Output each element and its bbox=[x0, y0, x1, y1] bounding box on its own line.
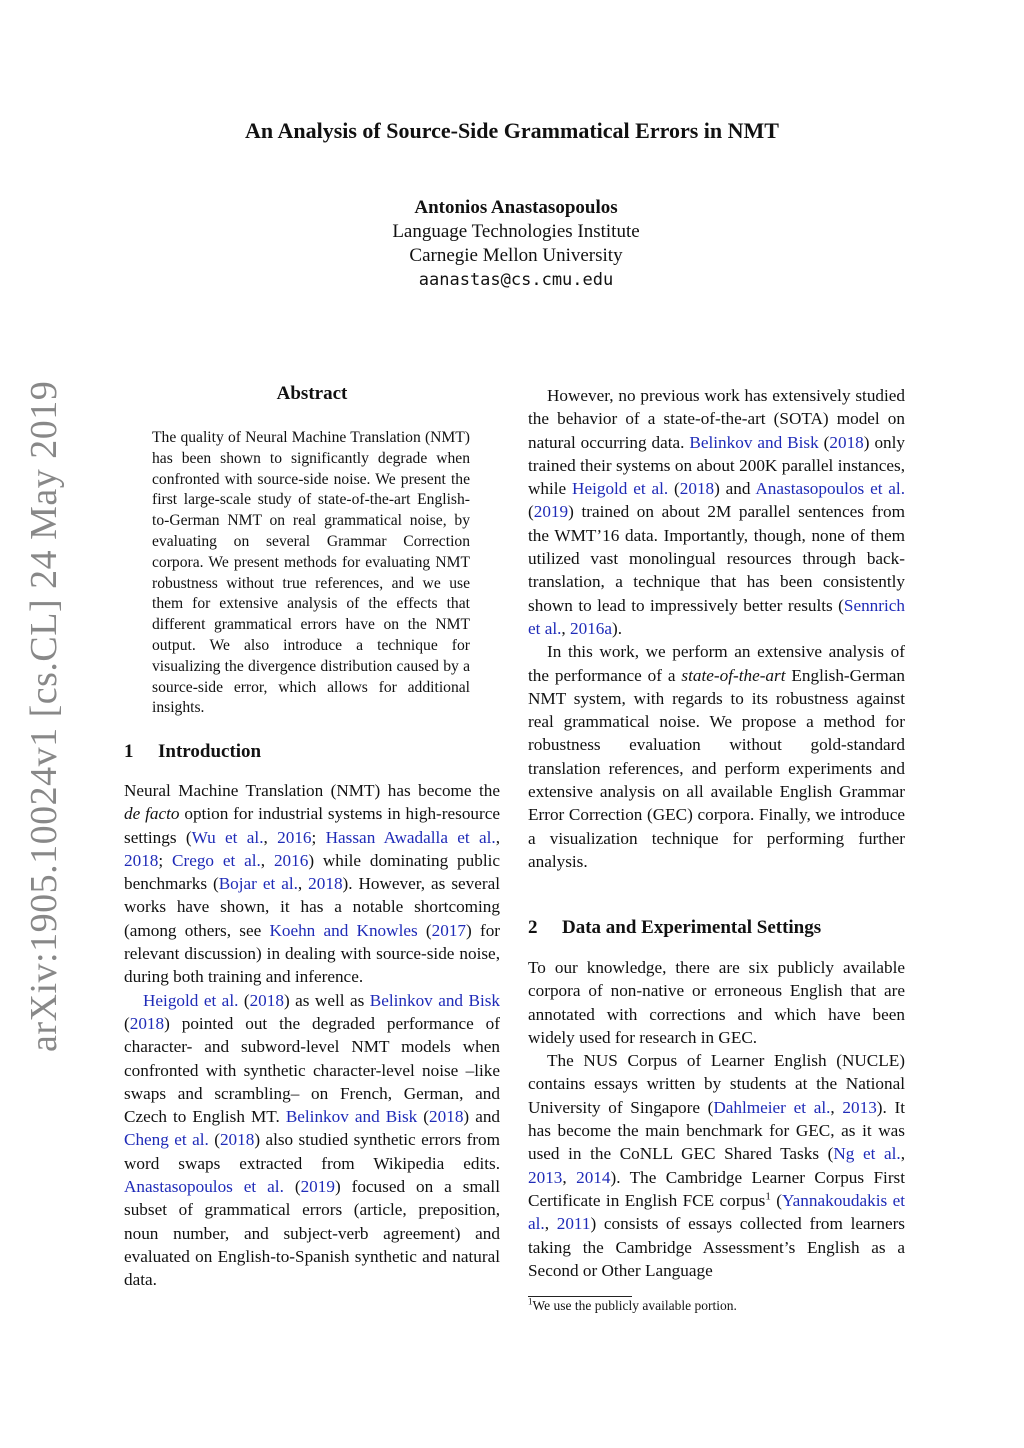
text-run: ) and bbox=[714, 479, 756, 499]
text-run: ( bbox=[528, 502, 534, 522]
author-affiliation-institute: Language Technologies Institute bbox=[392, 221, 640, 242]
footnote-divider bbox=[528, 1296, 632, 1297]
section-title: Introduction bbox=[158, 741, 262, 762]
citation-link[interactable]: Dahlmeier et al. bbox=[713, 1097, 831, 1117]
text-run: , bbox=[561, 618, 570, 638]
citation-link[interactable]: Heigold et al. bbox=[143, 990, 239, 1010]
author-email[interactable]: aanastas@cs.cmu.edu bbox=[418, 270, 614, 290]
citation-link[interactable]: 2018 bbox=[679, 479, 715, 499]
text-run: , bbox=[562, 1167, 577, 1187]
citation-link[interactable]: 2018 bbox=[124, 850, 159, 870]
text-run: , bbox=[297, 874, 309, 894]
text-run: ) also studied synthetic errors from word swaps extracted from Wikipedia edits. bbox=[124, 1130, 500, 1173]
citation-link[interactable]: 2013 bbox=[842, 1097, 877, 1117]
right-column-intro bbox=[528, 384, 905, 873]
citation-link[interactable]: 2018 bbox=[429, 1107, 464, 1127]
text-run: ) consists of essays collected from learners taking the Cambridge Assessment’s English as a Second or Other Language bbox=[528, 1214, 905, 1280]
text-run: ; bbox=[311, 827, 326, 847]
citation-link[interactable]: Sennrich et al. bbox=[528, 595, 905, 638]
text-run: ) trained on about 2M parallel sentences from the WMT’16 data. Importantly, though, none of them utilized vast monolingual resources through back-translation, a technique that has been consistently shown to lead to impressively better results ( bbox=[528, 502, 905, 615]
text-run: ) pointed out the degraded performance of character- and subword-level NMT models when confronted with synthetic character-level noise –like swaps and scrambling– on French, German, and Czech to English MT. bbox=[124, 1013, 500, 1127]
section-heading-data bbox=[528, 917, 821, 939]
citation-link[interactable]: 2011 bbox=[556, 1214, 591, 1234]
citation-link[interactable]: 2018 bbox=[249, 990, 284, 1010]
abstract-text: The quality of Neural Machine Translation (NMT) has been shown to significantly degrade when confronted with source-side noise. We present the first large-scale study of state-of-the-art English-to-German NMT on real grammatical noise, by evaluating on several Grammar Correction corpora. We present methods for evaluating NMT robustness without true references, and we use them for extensive analysis of the effects that different grammatical errors have on the NMT output. We also introduce a technique for visualizing the divergence distribution caused by a source-side error, which allows for additional insights. bbox=[152, 429, 470, 717]
text-run: , bbox=[544, 1214, 557, 1234]
citation-link[interactable]: Hassan Awadalla et al. bbox=[325, 827, 496, 847]
text-run: However, no previous work has extensively studied the behavior of a state-of-the-art (SOTA) model on natural occurring data. bbox=[528, 386, 905, 452]
right-column-data-section bbox=[528, 956, 905, 1282]
text-run: Neural Machine Translation (NMT) has become the bbox=[124, 781, 500, 800]
author-name: Antonios Anastasopoulos bbox=[414, 197, 618, 218]
citation-link[interactable]: 2019 bbox=[300, 1177, 335, 1197]
text-run: ( bbox=[238, 990, 250, 1010]
text-run: ; bbox=[158, 850, 172, 870]
text-run: ). bbox=[612, 618, 623, 638]
text-run: , bbox=[495, 827, 501, 847]
text-run: ). The Cambridge Learner Corpus First Certificate in English FCE corpus bbox=[528, 1167, 906, 1210]
footnote bbox=[528, 1298, 737, 1314]
citation-link[interactable]: Wu et al. bbox=[191, 827, 264, 847]
citation-link[interactable]: 2018 bbox=[219, 1130, 255, 1150]
text-run: In this work, we perform an extensive analysis of the performance of a bbox=[528, 642, 905, 685]
data-paragraph-2 bbox=[528, 1049, 905, 1282]
text-run: ( bbox=[208, 1130, 220, 1150]
text-run: ) while dominating public benchmarks ( bbox=[124, 850, 500, 894]
data-paragraph-1: To our knowledge, there are six publicly available corpora of non-native or erroneous English that are annotated with corrections and which have been widely used for research in GEC. bbox=[528, 958, 905, 1047]
abstract-heading: Abstract bbox=[276, 383, 348, 404]
intro-paragraph-4 bbox=[528, 640, 905, 873]
citation-link[interactable]: Ng et al. bbox=[833, 1144, 901, 1164]
section-title: Data and Experimental Settings bbox=[562, 917, 822, 938]
text-run: English-German NMT system, with regards to its robustness against real grammatical noise. We propose a method for robustness evaluation without gold-standard translation references, and perform experiments and extensive analysis on all available English Grammar Error Correction (GEC) corpora. Finally, we introduce a visualization technique for performing further analysis. bbox=[528, 665, 905, 871]
footnote-number: 1 bbox=[528, 1296, 533, 1307]
text-run: ) focused on a small subset of grammatical errors (article, preposition, noun number, and subject-verb agreement) and evaluated on English-to-Spanish synthetic and natural data. bbox=[124, 1177, 500, 1290]
emphasis-text: de facto bbox=[124, 804, 180, 824]
citation-link[interactable]: 2014 bbox=[576, 1167, 611, 1187]
citation-link[interactable]: Belinkov and Bisk bbox=[369, 990, 500, 1010]
citation-link[interactable]: Cheng et al. bbox=[124, 1130, 209, 1150]
text-run: option for industrial systems in high-resource settings ( bbox=[124, 804, 500, 847]
text-run: ( bbox=[417, 920, 432, 940]
paper-title: An Analysis of Source-Side Grammatical Errors in NMT bbox=[245, 118, 779, 143]
text-run: ( bbox=[283, 1177, 301, 1197]
section-heading-introduction bbox=[124, 741, 261, 763]
text-run: ) for relevant discussion) in dealing with source-side noise, during both training and inference. bbox=[124, 920, 501, 987]
arxiv-identifier-stamp[interactable]: arXiv:1905.10024v1 [cs.CL] 24 May 2019 bbox=[23, 380, 65, 1052]
citation-link[interactable]: 2018 bbox=[829, 432, 864, 452]
intro-paragraph-2 bbox=[124, 989, 500, 1292]
text-run: ( bbox=[417, 1107, 430, 1127]
section-number: 2 bbox=[528, 917, 538, 938]
text-run: ) only trained their systems on about 200K parallel instances, while bbox=[528, 432, 906, 499]
text-run: ( bbox=[770, 1190, 782, 1210]
footnote-marker[interactable]: 1 bbox=[765, 1190, 771, 1203]
text-run: ) as well as bbox=[283, 990, 370, 1010]
text-run: ( bbox=[124, 1013, 130, 1033]
section-number: 1 bbox=[124, 741, 134, 762]
text-run: ( bbox=[668, 479, 680, 499]
citation-link[interactable]: Belinkov and Bisk bbox=[689, 432, 819, 452]
left-column-body bbox=[124, 779, 500, 1292]
citation-link[interactable]: 2018 bbox=[308, 874, 343, 894]
citation-link[interactable]: 2018 bbox=[129, 1013, 165, 1033]
citation-link[interactable]: Yannakoudakis et al. bbox=[528, 1190, 905, 1234]
citation-link[interactable]: Anastasopoulos et al. bbox=[755, 479, 906, 499]
citation-link[interactable]: 2016a bbox=[570, 618, 613, 638]
citation-link[interactable]: Koehn and Knowles bbox=[269, 920, 418, 940]
citation-link[interactable]: Heigold et al. bbox=[572, 479, 669, 499]
citation-link[interactable]: Belinkov and Bisk bbox=[285, 1107, 418, 1127]
intro-paragraph-3 bbox=[528, 384, 905, 640]
citation-link[interactable]: Crego et al. bbox=[172, 850, 261, 870]
citation-link[interactable]: Bojar et al. bbox=[218, 874, 298, 894]
citation-link[interactable]: 2017 bbox=[431, 920, 467, 940]
citation-link[interactable]: 2016 bbox=[273, 850, 309, 870]
text-run: , bbox=[260, 850, 274, 870]
citation-link[interactable]: 2016 bbox=[277, 827, 312, 847]
citation-link[interactable]: 2013 bbox=[528, 1167, 563, 1187]
text-run: ( bbox=[818, 432, 830, 452]
footnote-text: We use the publicly available portion. bbox=[532, 1298, 737, 1313]
text-run: , bbox=[830, 1097, 843, 1117]
citation-link[interactable]: Anastasopoulos et al. bbox=[124, 1177, 284, 1197]
author-affiliation-university: Carnegie Mellon University bbox=[409, 245, 623, 266]
text-run: ) and bbox=[463, 1107, 501, 1127]
text-run: , bbox=[900, 1144, 905, 1164]
citation-link[interactable]: 2019 bbox=[533, 502, 569, 522]
intro-paragraph-1 bbox=[124, 779, 500, 989]
text-run: , bbox=[263, 827, 278, 847]
text-run: The NUS Corpus of Learner English (NUCLE) contains essays written by students at the National University of Singapore ( bbox=[528, 1051, 905, 1117]
text-run: ). It has become the main benchmark for GEC, as it was used in the CoNLL GEC Shared Tasks ( bbox=[528, 1097, 905, 1164]
emphasis-text: state-of-the-art bbox=[681, 665, 786, 685]
text-run: ). However, as several works have shown, it has a notable shortcoming (among others, see bbox=[124, 874, 500, 940]
